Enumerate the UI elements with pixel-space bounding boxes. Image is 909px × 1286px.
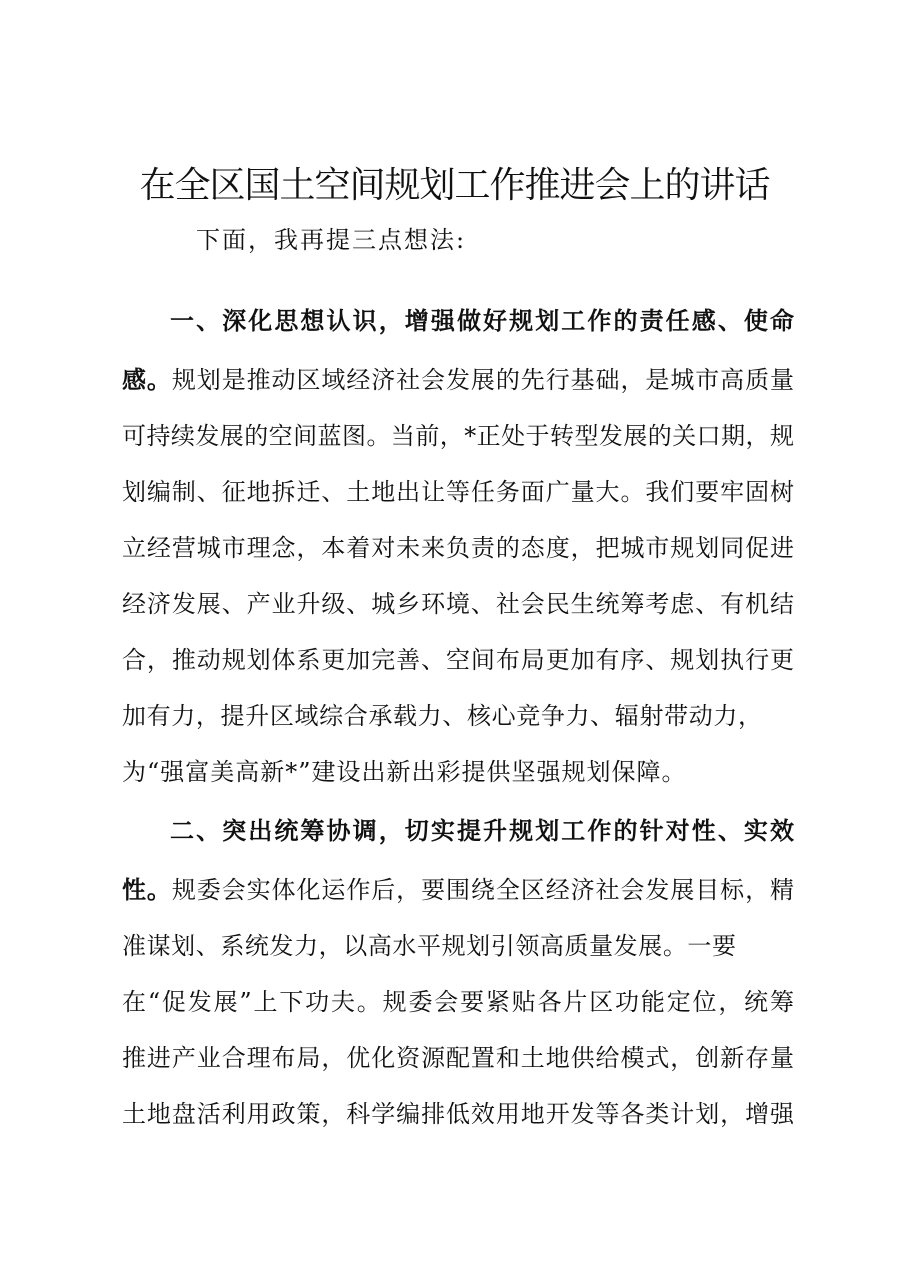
section1-line-7: 加有力，提升区域综合承载力、核心竞争力、辐射带动力， (122, 702, 762, 730)
section1-line-6: 合，推动规划体系更加完善、空间布局更加有序、规划执行更 (122, 646, 794, 674)
section2-line-1 (122, 874, 794, 906)
section1-heading: 一、深化思想认识，增强做好规划工作的责任感、使命 (170, 307, 794, 335)
section1-line-5: 经济发展、产业升级、城乡环境、社会民生统筹考虑、有机结 (122, 590, 794, 618)
section1-line-8: 为“强富美高新*”建设出新出彩提供坚强规划保障。 (122, 758, 687, 786)
section1-line-4: 立经营城市理念，本着对未来负责的态度，把城市规划同促进 (122, 534, 794, 562)
section2-heading-cont: 性。 (122, 876, 172, 904)
section1-line-1 (122, 364, 794, 396)
section1-line-2: 可持续发展的空间蓝图。当前，*正处于转型发展的关口期，规 (122, 422, 794, 450)
section1-text: 规划是推动区域经济社会发展的先行基础，是城市高质量 (171, 366, 795, 394)
section2-line-4: 推进产业合理布局，优化资源配置和土地供给模式，创新存量 (122, 1044, 794, 1072)
section2-line-3: 在“促发展”上下功夫。规委会要紧贴各片区功能定位，统筹 (122, 988, 794, 1016)
section2-line-2: 准谋划、系统发力，以高水平规划引领高质量发展。一要 (122, 932, 736, 960)
section1-heading-cont: 感。 (122, 366, 172, 394)
document-title: 在全区国土空间规划工作推进会上的讲话 (139, 165, 770, 206)
section2-heading: 二、突出统筹协调，切实提升规划工作的针对性、实效 (170, 817, 794, 845)
section1-line-3: 划编制、征地拆迁、土地出让等任务面广量大。我们要牢固树 (122, 478, 794, 506)
section2-text: 规委会实体化运作后，要围绕全区经济社会发展目标，精 (171, 876, 795, 904)
intro-paragraph: 下面，我再提三点想法: (196, 226, 467, 254)
section2-line-5: 土地盘活利用政策，科学编排低效用地开发等各类计划，增强 (122, 1100, 794, 1128)
